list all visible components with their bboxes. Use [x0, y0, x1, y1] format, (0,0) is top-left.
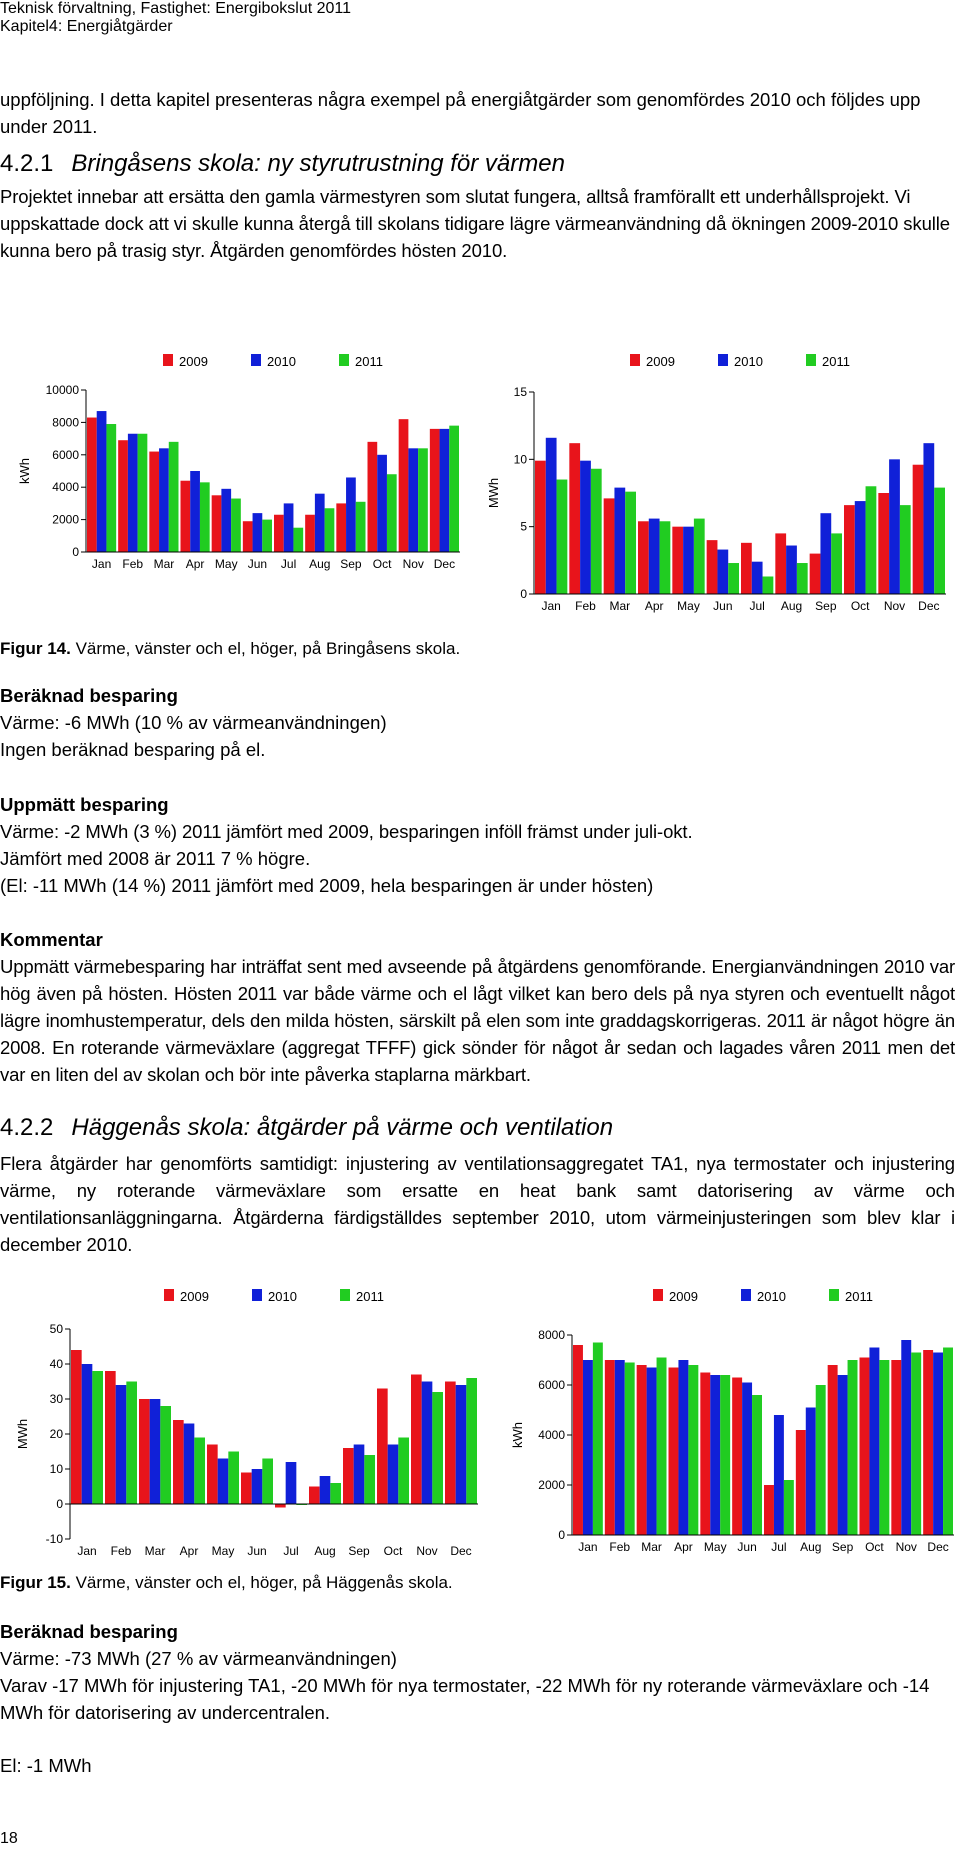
chart-svg — [480, 350, 960, 625]
legend-swatch — [340, 1289, 350, 1301]
chart-bringasen-heat — [0, 350, 480, 625]
bar — [557, 480, 568, 594]
bar — [720, 1375, 730, 1535]
comment-paragraph: Uppmätt värmebesparing har inträffat sent med avseende på åtgärdens genomförande. Energianvändningen 2010 var hög även på hösten. Hösten 2011 var både värme och el lågt vilket kan bero dels på nya styren och eventuellt något lägre inomhustemperatur, dels den milda hösten, särskilt på elen som inte graddagskorrigeras. 2011 är något högre än 2008. En roterande värmeväxlare (aggregat TFFF) gick sönder för något år sedan och lagades våren 2011 men det var en liten del av skolan och bör inte påverka staplarna märkbart. — [0, 956, 955, 1085]
y-axis-label: kWh — [17, 458, 32, 484]
x-tick-label: Jul — [749, 599, 765, 613]
bar — [637, 1365, 647, 1535]
bar — [900, 505, 911, 594]
bar — [228, 1452, 239, 1505]
bar — [449, 426, 459, 552]
y-tick-label: 50 — [49, 1322, 63, 1336]
bar — [694, 519, 705, 594]
chart-haggenas-electricity — [480, 1285, 960, 1555]
bar — [732, 1378, 742, 1536]
bar — [625, 492, 636, 594]
y-tick-label: 5 — [520, 519, 527, 534]
x-tick-label: Sep — [815, 599, 837, 613]
y-tick-label: -10 — [45, 1532, 63, 1546]
bar — [159, 448, 169, 552]
bar — [878, 493, 889, 594]
bar — [657, 1358, 667, 1536]
x-tick-label: Feb — [575, 599, 596, 613]
legend-label: 2011 — [356, 1289, 384, 1304]
bar — [816, 1385, 826, 1535]
x-tick-label: Jan — [77, 1544, 97, 1558]
bar — [231, 499, 241, 552]
bar — [889, 459, 900, 594]
bar — [212, 495, 222, 552]
y-tick-label: 15 — [513, 385, 527, 399]
bar — [368, 442, 378, 552]
y-tick-label: 10 — [513, 452, 527, 467]
bar — [105, 1371, 116, 1504]
bar — [309, 1487, 320, 1505]
bar — [943, 1348, 953, 1536]
bar — [660, 521, 671, 594]
bar — [796, 1430, 806, 1535]
bar — [364, 1455, 375, 1504]
bar — [625, 1363, 635, 1536]
calc-line-1: Värme: -73 MWh (27 % av värmeanvändningen) — [0, 1648, 397, 1669]
bar — [169, 442, 179, 552]
x-tick-label: Sep — [340, 557, 362, 571]
bar — [831, 533, 842, 594]
bar — [87, 418, 97, 552]
y-tick-label: 10 — [49, 1462, 63, 1476]
bar — [262, 1459, 273, 1505]
bar — [593, 1343, 603, 1536]
bar — [330, 1483, 341, 1504]
x-tick-label: Aug — [309, 557, 331, 571]
bar — [683, 527, 694, 594]
legend-label: 2010 — [267, 354, 296, 369]
legend-swatch — [251, 354, 261, 366]
x-tick-label: Oct — [850, 599, 870, 613]
bar — [173, 1420, 184, 1504]
bar — [305, 515, 315, 552]
x-tick-label: Dec — [918, 599, 940, 613]
legend-label: 2011 — [822, 354, 850, 369]
x-tick-label: Oct — [865, 1540, 884, 1554]
bar — [913, 465, 924, 594]
bar — [218, 1459, 229, 1505]
section-title: Häggenås skola: åtgärder på värme och ventilation — [71, 1114, 614, 1141]
bar — [901, 1340, 911, 1535]
bar — [784, 1480, 794, 1535]
y-tick-label: 2000 — [52, 512, 79, 527]
x-tick-label: Oct — [372, 557, 392, 571]
bar — [828, 1365, 838, 1535]
x-tick-label: Feb — [110, 1544, 132, 1558]
bar — [742, 1383, 752, 1536]
bar — [647, 1368, 657, 1536]
x-tick-label: Feb — [122, 557, 144, 571]
bar — [923, 1350, 933, 1535]
bar — [911, 1353, 921, 1536]
x-tick-label: Nov — [895, 1540, 917, 1554]
x-tick-label: Mar — [641, 1540, 662, 1554]
legend-label: 2011 — [845, 1289, 873, 1304]
chart-svg — [0, 1285, 480, 1558]
bar — [591, 469, 602, 594]
bar — [774, 1415, 784, 1535]
legend-label: 2009 — [669, 1289, 698, 1304]
y-tick-label: 2000 — [538, 1478, 565, 1492]
y-tick-label: 10000 — [45, 383, 79, 397]
x-tick-label: Dec — [927, 1540, 949, 1554]
bar — [149, 452, 159, 552]
bar — [879, 1360, 889, 1535]
y-tick-label: 6000 — [52, 447, 79, 462]
section2-paragraph: Flera åtgärder har genomförts samtidigt: injustering av ventilationsaggregatet TA1, nya termostater och injustering värme, ny roterande värmeväxlare som ersatte en heat bank samt datorisering av värme och ventilationsanläggningarna. Åtgärderna färdigställdes september 2010, utom värmeinjusteringen som blev klar i december 2010. — [0, 1153, 955, 1255]
section-heading-4-2-2 — [0, 1113, 613, 1143]
comment-heading: Kommentar — [0, 929, 103, 950]
y-tick-label: 8000 — [538, 1328, 565, 1342]
x-tick-label: Apr — [185, 557, 205, 571]
x-tick-label: Mar — [153, 557, 175, 571]
bar — [128, 434, 138, 552]
bar — [150, 1399, 161, 1504]
bar — [923, 443, 934, 594]
bar — [116, 1385, 127, 1504]
legend-label: 2010 — [268, 1289, 297, 1304]
section-heading-4-2-1 — [0, 149, 565, 179]
bar — [422, 1382, 433, 1505]
figure-label: Figur 15. — [0, 1573, 71, 1592]
x-tick-label: Oct — [383, 1544, 403, 1558]
figure-15-caption — [0, 1572, 453, 1594]
bar — [243, 521, 253, 552]
bar — [387, 474, 397, 552]
bar — [934, 488, 945, 594]
x-tick-label: Sep — [348, 1544, 370, 1558]
y-tick-label: 8000 — [52, 415, 79, 430]
calc-line-2: Varav -17 MWh för injustering TA1, -20 MWh för nya termostater, -22 MWh för ny roterande värmeväxlare och -14 MWh för datorisering av undercentralen. — [0, 1675, 930, 1723]
figure-caption-text: Värme, vänster och el, höger, på Häggenås skola. — [75, 1573, 453, 1592]
bar — [336, 503, 346, 552]
bar — [728, 563, 739, 594]
x-tick-label: Nov — [416, 1544, 438, 1558]
legend-swatch — [339, 354, 349, 366]
bar — [535, 461, 546, 594]
x-tick-label: Apr — [179, 1544, 199, 1558]
x-tick-label: Aug — [780, 599, 803, 613]
bar — [194, 1438, 205, 1505]
bar — [583, 1360, 593, 1535]
bar — [848, 1360, 858, 1535]
bar — [190, 471, 200, 552]
y-tick-label: 6000 — [538, 1378, 565, 1392]
bar — [432, 1392, 443, 1504]
bar — [810, 554, 821, 594]
chart-bringasen-electricity — [480, 350, 960, 625]
chart-haggenas-heat — [0, 1285, 480, 1558]
x-tick-label: Dec — [450, 1544, 472, 1558]
section-title: Bringåsens skola: ny styrutrustning för värmen — [71, 150, 565, 177]
legend-label: 2011 — [355, 354, 383, 369]
bar — [411, 1375, 422, 1505]
bar — [763, 576, 774, 594]
bar — [604, 498, 615, 594]
bar — [678, 1360, 688, 1535]
figure-label: Figur 14. — [0, 639, 71, 658]
bar — [580, 461, 591, 594]
bar — [614, 488, 625, 594]
bar — [253, 513, 263, 552]
bar — [569, 443, 580, 594]
legend-swatch — [829, 1289, 839, 1301]
calc-line-1: Värme: -6 MWh (10 % av värmeanvändningen) — [0, 712, 387, 733]
bar — [71, 1350, 82, 1504]
bar — [573, 1345, 583, 1535]
bar — [92, 1371, 103, 1504]
bar — [97, 411, 107, 552]
bar — [605, 1360, 615, 1535]
bar — [126, 1382, 137, 1505]
x-tick-label: May — [211, 1544, 235, 1558]
bar — [707, 540, 718, 594]
x-tick-label: Feb — [609, 1540, 631, 1554]
figure-caption-text: Värme, vänster och el, höger, på Bringåsens skola. — [75, 639, 461, 658]
bar — [252, 1469, 263, 1504]
bar — [669, 1368, 679, 1536]
bar — [160, 1406, 171, 1504]
legend-swatch — [630, 354, 640, 366]
bar — [764, 1485, 774, 1535]
calc-line-2: Ingen beräknad besparing på el. — [0, 739, 266, 760]
bar — [717, 550, 728, 594]
legend-swatch — [252, 1289, 262, 1301]
bar — [806, 1408, 816, 1536]
bar — [221, 489, 231, 552]
bar — [284, 503, 294, 552]
intro-paragraph: uppföljning. I detta kapitel presenteras några exempel på energiåtgärder som genomfördes 2010 och följdes upp under 2011. — [0, 89, 921, 137]
bar — [546, 438, 557, 594]
bar — [377, 1389, 388, 1505]
header-line-2: Kapitel4: Energiåtgärder — [0, 18, 173, 35]
bar — [752, 1395, 762, 1535]
measured-line-2: Jämfört med 2008 är 2011 7 % högre. — [0, 848, 311, 869]
bar — [274, 515, 284, 552]
x-tick-label: Jun — [713, 599, 733, 613]
bar — [377, 455, 387, 552]
bar — [184, 1424, 195, 1505]
x-tick-label: Dec — [433, 557, 456, 571]
legend-label: 2009 — [179, 354, 208, 369]
x-tick-label: Jan — [541, 599, 561, 613]
bar — [786, 546, 797, 594]
bar — [838, 1375, 848, 1535]
bar — [320, 1476, 331, 1504]
chart-svg — [0, 350, 480, 625]
bar — [844, 505, 855, 594]
bar — [118, 440, 128, 552]
y-axis-label: kWh — [510, 1422, 525, 1448]
legend-label: 2009 — [180, 1289, 209, 1304]
measured-line-1: Värme: -2 MWh (3 %) 2011 jämfört med 2009, besparingen inföll främst under juli-okt. — [0, 821, 693, 842]
legend-swatch — [806, 354, 816, 366]
x-tick-label: Apr — [644, 599, 664, 613]
bar — [797, 563, 808, 594]
legend-label: 2010 — [757, 1289, 786, 1304]
y-axis-label: MWh — [15, 1418, 30, 1450]
x-tick-label: Jun — [247, 557, 268, 571]
bar — [933, 1353, 943, 1536]
y-tick-label: 40 — [49, 1357, 63, 1371]
bar — [399, 419, 409, 552]
measured-heading: Uppmätt besparing — [0, 794, 169, 815]
x-tick-label: Jul — [283, 1544, 299, 1558]
bar — [700, 1373, 710, 1536]
bar — [325, 508, 335, 552]
bar — [440, 429, 450, 552]
section-number: 4.2.2 — [0, 1114, 54, 1141]
bar — [860, 1358, 870, 1536]
y-tick-label: 0 — [56, 1497, 63, 1511]
bar — [855, 501, 866, 594]
bar — [398, 1438, 409, 1505]
bar — [82, 1364, 93, 1504]
legend-swatch — [653, 1289, 663, 1301]
bar — [741, 543, 752, 594]
el-line: El: -1 MWh — [0, 1755, 92, 1776]
bar — [430, 429, 440, 552]
bar — [820, 513, 831, 594]
bar — [775, 533, 786, 594]
calc-heading: Beräknad besparing — [0, 685, 178, 706]
bar — [445, 1382, 456, 1505]
y-tick-label: 0 — [520, 587, 527, 601]
bar — [866, 486, 877, 594]
x-tick-label: May — [703, 1540, 727, 1554]
calc-heading: Beräknad besparing — [0, 1621, 178, 1642]
bar — [262, 520, 272, 552]
y-tick-label: 4000 — [52, 480, 79, 495]
y-tick-label: 0 — [72, 545, 79, 559]
bar — [456, 1385, 467, 1504]
x-tick-label: Jun — [737, 1540, 757, 1554]
bar — [710, 1375, 720, 1535]
bar — [869, 1348, 879, 1536]
bar — [649, 519, 660, 594]
bar — [139, 1399, 150, 1504]
bar — [638, 521, 649, 594]
x-tick-label: May — [677, 599, 700, 613]
legend-swatch — [718, 354, 728, 366]
x-tick-label: Aug — [314, 1544, 336, 1558]
bar — [181, 481, 191, 552]
bar — [315, 494, 325, 552]
y-tick-label: 30 — [49, 1392, 63, 1406]
bar — [200, 482, 210, 552]
bar — [275, 1504, 286, 1508]
y-axis-label: MWh — [486, 477, 501, 509]
bar — [207, 1445, 218, 1505]
x-tick-label: Jul — [280, 557, 297, 571]
bar — [388, 1445, 399, 1505]
bar — [891, 1360, 901, 1535]
bar — [688, 1365, 698, 1535]
legend-label: 2010 — [734, 354, 763, 369]
legend-swatch — [163, 354, 173, 366]
y-tick-label: 0 — [558, 1528, 565, 1542]
x-tick-label: Jan — [578, 1540, 598, 1554]
legend-swatch — [741, 1289, 751, 1301]
section-number: 4.2.1 — [0, 150, 54, 177]
x-tick-label: Jan — [91, 557, 112, 571]
bar — [346, 477, 356, 552]
bar — [138, 434, 148, 552]
bar — [408, 448, 418, 552]
y-tick-label: 4000 — [538, 1428, 565, 1442]
section1-paragraph: Projektet innebar att ersätta den gamla värmestyren som slutat fungera, alltså framförallt ett underhållsprojekt. Vi uppskattade dock att vi skulle kunna återgå till skolans tidigare lägre värmeanvändning då ökningen 2009-2010 skulle kunna bero på trasig styr. Åtgärden genomfördes hösten 2010. — [0, 186, 950, 261]
x-tick-label: Jul — [771, 1540, 787, 1554]
bar — [106, 424, 116, 552]
legend-swatch — [164, 1289, 174, 1301]
chart-svg — [480, 1285, 960, 1555]
bar — [752, 562, 763, 594]
x-tick-label: Apr — [674, 1540, 693, 1554]
bar — [672, 527, 683, 594]
legend-label: 2009 — [646, 354, 675, 369]
bar — [343, 1448, 354, 1504]
y-tick-label: 20 — [49, 1427, 63, 1441]
bar — [356, 502, 366, 552]
x-tick-label: May — [214, 557, 238, 571]
x-tick-label: Nov — [402, 557, 424, 571]
x-tick-label: Aug — [800, 1540, 822, 1554]
x-tick-label: Sep — [831, 1540, 854, 1554]
bar — [466, 1378, 477, 1504]
bar — [293, 528, 303, 552]
header-line-1: Teknisk förvaltning, Fastighet: Energibokslut 2011 — [0, 0, 352, 17]
bar — [241, 1473, 252, 1505]
bar — [615, 1360, 625, 1535]
bar — [286, 1462, 297, 1504]
x-tick-label: Mar — [144, 1544, 166, 1558]
x-tick-label: Mar — [609, 599, 631, 613]
figure-14-caption — [0, 638, 460, 660]
measured-line-3: (El: -11 MWh (14 %) 2011 jämfört med 2009, hela besparingen är under hösten) — [0, 875, 654, 896]
page-number: 18 — [0, 1830, 18, 1847]
x-tick-label: Jun — [247, 1544, 267, 1558]
x-tick-label: Nov — [883, 599, 906, 613]
bar — [354, 1445, 365, 1505]
bar — [418, 448, 428, 552]
